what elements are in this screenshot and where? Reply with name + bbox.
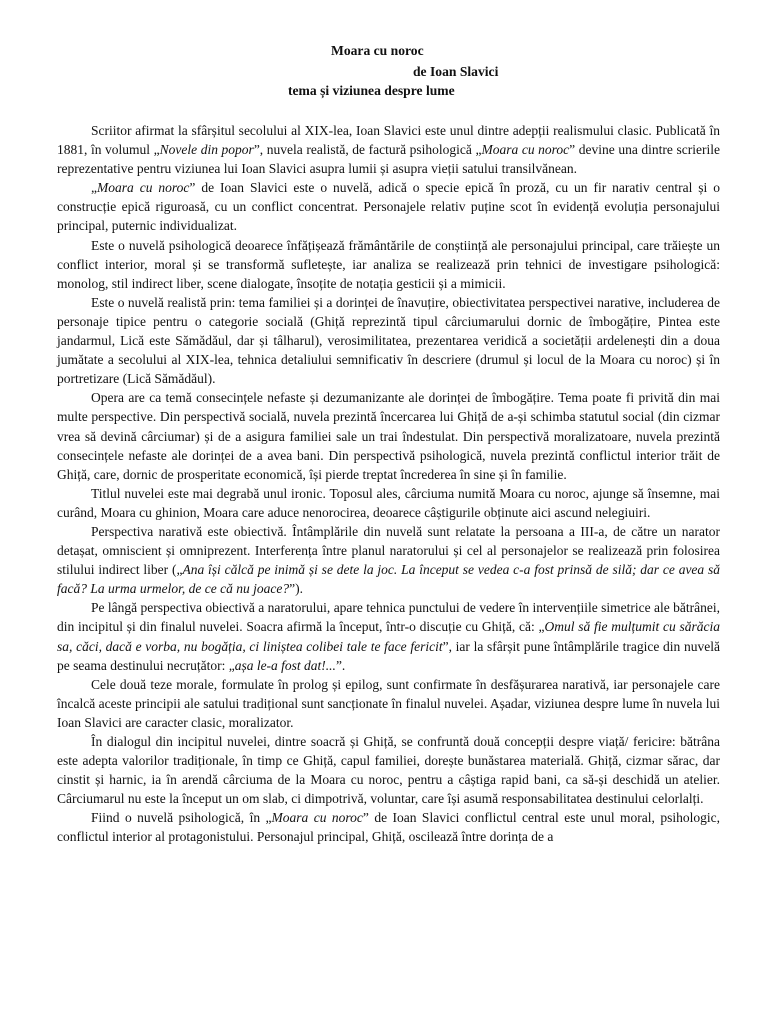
text-run: „ (91, 180, 97, 196)
italic-quote: Moara cu noroc (97, 180, 190, 196)
text-run: Este o nuvelă realistă prin: tema familiei și a dorinței de înavuțire, obiectivitatea perspectivei narative, includerea de personaje tipice pentru o categorie socială (Ghiță reprezintă tipul cârciumarului dornic de îmbogățire, Pintea este jandarmul, Lică este Sămădăul, dar și tâlharul), verosimilitatea, prezentarea veridică a societății ardelenești din a doua jumătate a secolului al XIX-lea, tehnica detaliului semnificativ în descriere (drumul și locul de la Moara cu noroc) și în portretizare (Lică Sămădăul). (57, 294, 720, 387)
paragraph (57, 675, 720, 732)
text-run: ”, iar la sfârșit pune întâmplările tragice din nuvelă pe seama destinului necruțător: „ (57, 638, 720, 673)
text-run: ”. (335, 657, 346, 673)
text-run: Cele două teze morale, formulate în prolog și epilog, sunt confirmate în desfășurarea narativă, iar personajele care încalcă aceste principii ale satului tradițional sunt sancționate în finalul nuvelei. Așadar, viziunea despre lume în nuvela lui Ioan Slavici are caracter clasic, moralizator. (57, 676, 720, 730)
text-run: ”, nuvela realistă, de factură psihologică „ (253, 142, 482, 158)
document-subtitle: tema și viziunea despre lume (288, 83, 455, 98)
paragraph (57, 522, 720, 598)
text-run: Pe lângă perspectiva obiectivă a naratorului, apare tehnica punctului de vedere în intervențiile simetrice ale bătrânei, din incipitul și din finalul nuvelei. Soacra afirmă la început, într-o discuție cu Ghiță, că: „ (57, 600, 720, 635)
document-body (57, 121, 720, 847)
paragraph (57, 236, 720, 293)
paragraph (57, 808, 720, 846)
italic-quote: Ana își călcă pe inimă și se dete la joc. La început se vedea c-a fost prinsă de silă; dar ce avea să facă? La urma urmelor, de ce că nu joace? (57, 562, 721, 597)
text-run: Fiind o nuvelă psihologică, în „ (91, 810, 272, 826)
paragraph (57, 388, 720, 483)
text-run: ” devine una dintre scrierile reprezentative pentru viziunea lui Ioan Slavici asupra lumii și asupra vieții satului transilvănean. (57, 142, 720, 177)
paragraph (57, 121, 720, 178)
text-run: ” de Ioan Slavici este o nuvelă, adică o specie epică în proză, cu un fir narativ central și o construcție epică riguroasă, cu un conflict concentrat. Personajele relativ puține scot în evidență evoluția personajului principal, puternic individualizat. (57, 180, 720, 234)
paragraph (57, 178, 720, 235)
paragraph (57, 598, 720, 674)
text-run: Scriitor afirmat la sfârșitul secolului al XIX-lea, Ioan Slavici este unul dintre adepții realismului clasic. Publicată în 1881, în volumul „ (57, 123, 720, 158)
paragraph (57, 484, 720, 522)
paragraph (57, 732, 720, 808)
text-run: ” de Ioan Slavici conflictul central este unul moral, psihologic, conflictul interior al protagonistului. Personajul principal, Ghiță, oscilează între dorința de a (57, 810, 720, 845)
italic-quote: Novele din popor (159, 142, 254, 158)
italic-quote: așa le-a fost dat!... (234, 657, 336, 673)
italic-quote: Omul să fie mulțumit cu sărăcia sa, căci, dacă e vorba, nu bogăția, ci liniștea colibei tale te face fericit (57, 619, 720, 654)
text-run: ”). (289, 581, 303, 597)
text-run: Este o nuvelă psihologică deoarece înfățișează frământările de conștiință ale personajului principal, care trăiește un conflict interior, moral și se transformă sufletește, iar analiza se realizează prin tehnici de investigare psihologică: monolog, stil indirect liber, scene dialogate, însoțite de notația gesticii și a mimicii. (57, 237, 720, 291)
text-run: Titlul nuvelei este mai degrabă unul ironic. Toposul ales, cârciuma numită Moara cu noroc, ajunge să însemne, mai curând, Moara cu ghinion, Moara care aduce nenorocirea, deoarece câștigurile obținute aici ascund nelegiuiri. (57, 485, 720, 520)
italic-quote: Moara cu noroc (271, 810, 363, 826)
italic-quote: Moara cu noroc (481, 142, 570, 158)
text-run: Perspectiva narativă este obiectivă. Întâmplările din nuvelă sunt relatate la persoana a III-a, de către un narator detașat, omniscient și omniprezent. Interferența între planul naratorului și cel al personajelor se realizează prin folosirea stilului indirect liber („ (57, 523, 720, 578)
document-title: Moara cu noroc (331, 43, 424, 58)
text-run: Opera are ca temă consecințele nefaste și dezumanizante ale dorinței de îmbogățire. Tema poate fi privită din mai multe perspective. Din perspectivă socială, nuvela prezintă încercarea lui Ghiță de a-și schimba statutul social (din cizmar vrea să devină cârciumar) și de a asigura familiei sale un trai îndestulat. Din perspectivă moralizatoare, nuvela prezintă consecințele nefaste ale dorinței de a avea bani. Din perspectivă psihologică, nuvela prezintă conflictul interior trăit de Ghiță, care, dornic de prosperitate economică, își pierde treptat încrederea în sine și în familie. (57, 390, 720, 482)
text-run: În dialogul din incipitul nuvelei, dintre soacră și Ghiță, se confruntă două concepții despre viață/ fericire: bătrâna este adepta valorilor tradiționale, în timp ce Ghiță, capul familiei, dorește bunăstarea materială. Ghiță, cizmar sărac, dar cinstit și harnic, ia în arendă cârciuma de la Moara cu noroc, pentru a câștiga rapid bani, ca să-și deschidă un atelier. Cârciumarul nu este la început un om slab, ci dimpotrivă, voluntar, care își asumă responsabilitatea destinului celorlalți. (57, 734, 720, 807)
document-author: de Ioan Slavici (413, 64, 499, 79)
paragraph (57, 293, 720, 388)
